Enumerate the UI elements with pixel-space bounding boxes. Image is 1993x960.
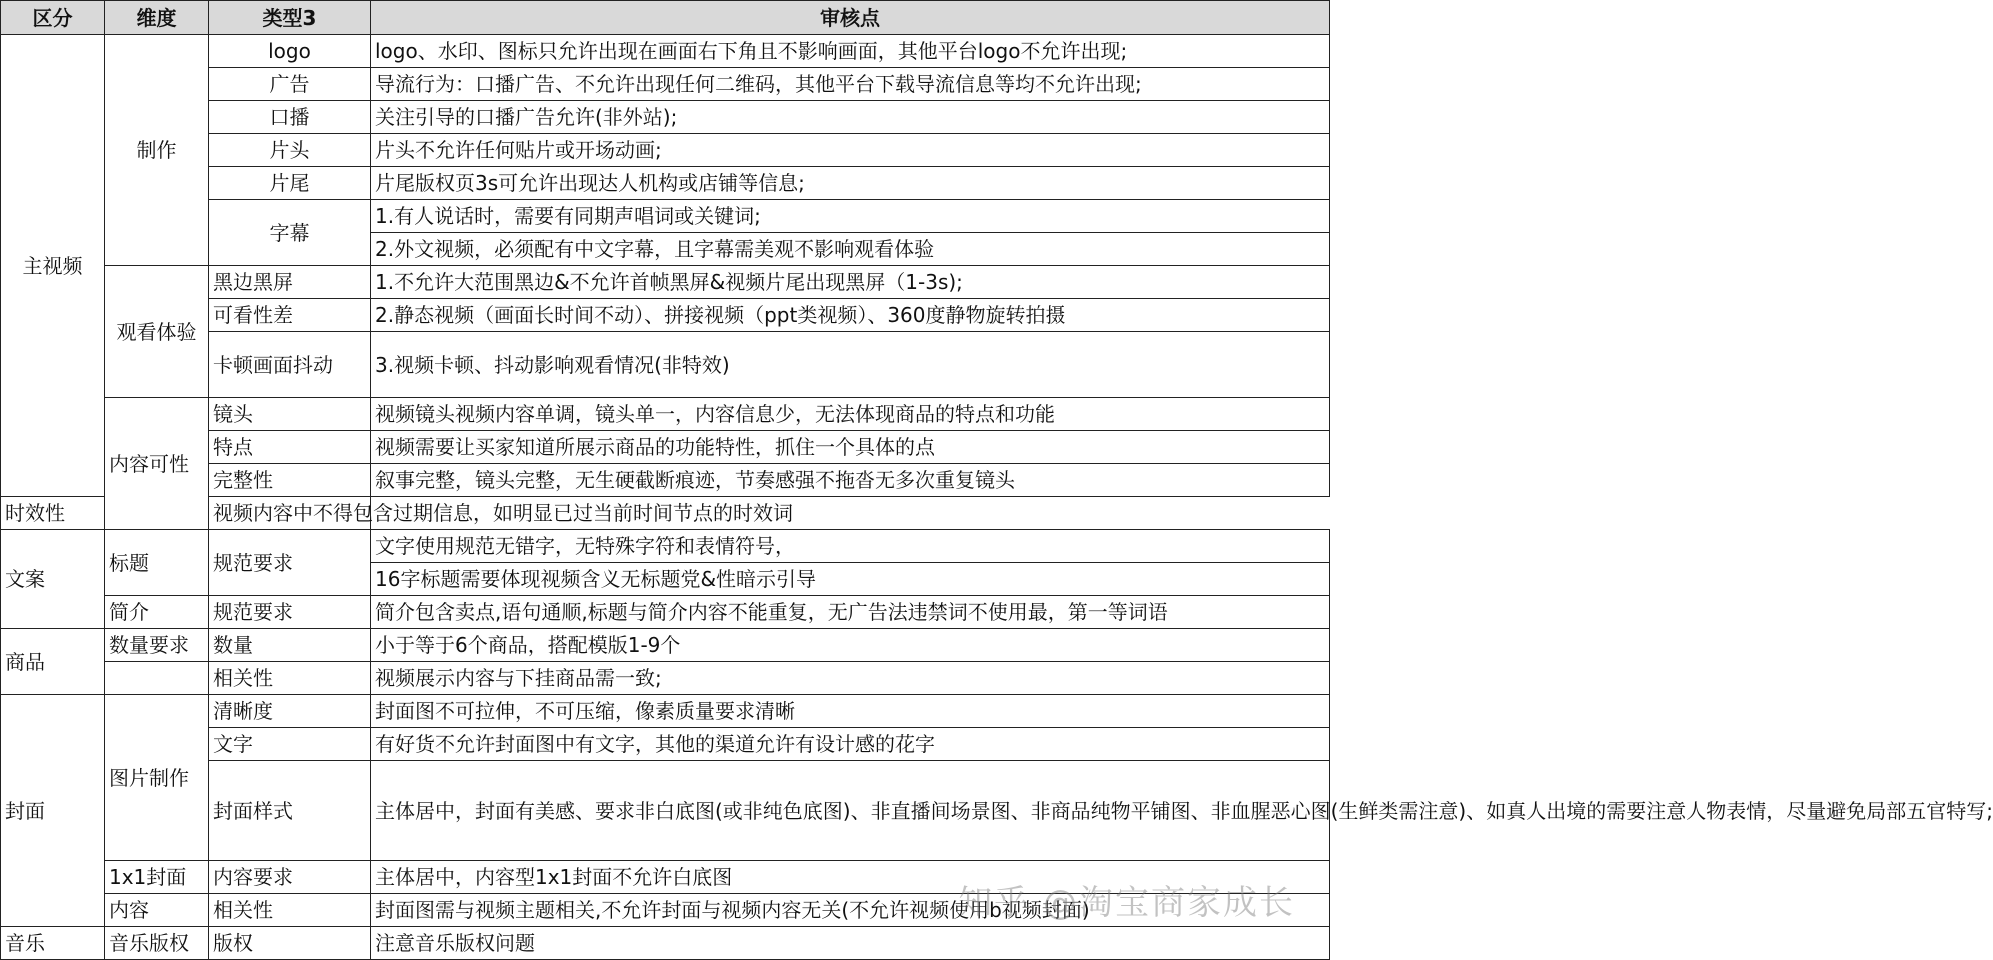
type-cell: 完整性: [209, 464, 371, 497]
type-cell: 黑边黑屏: [209, 266, 371, 299]
audit-point-cell: 视频镜头视频内容单调，镜头单一，内容信息少，无法体现商品的特点和功能: [371, 398, 1330, 431]
audit-point-cell: 片尾版权页3s可允许出现达人机构或店铺等信息;: [371, 167, 1330, 200]
audit-point-cell: 注意音乐版权问题: [371, 927, 1330, 960]
audit-point-cell: 视频需要让买家知道所展示商品的功能特性，抓住一个具体的点: [371, 431, 1330, 464]
dimension-intro: 简介: [105, 596, 209, 629]
dimension-content: 内容: [105, 894, 209, 927]
table-row: [1, 927, 1330, 960]
type-cell: 封面样式: [209, 761, 371, 861]
audit-point-cell: 关注引导的口播广告允许(非外站);: [371, 101, 1330, 134]
type-cell: 版权: [209, 927, 371, 960]
type-cell: 镜头: [209, 398, 371, 431]
table-row: [1, 398, 1330, 431]
dimension-production: 制作: [105, 35, 209, 266]
category-cover: 封面: [1, 695, 105, 927]
audit-point-cell: 主体居中，内容型1x1封面不允许白底图: [371, 861, 1330, 894]
type-cell: 可看性差: [209, 299, 371, 332]
type-cell: 片尾: [209, 167, 371, 200]
audit-point-cell: logo、水印、图标只允许出现在画面右下角且不影响画面，其他平台logo不允许出现;: [371, 35, 1330, 68]
dimension-music-copyright: 音乐版权: [105, 927, 209, 960]
type-cell: 特点: [209, 431, 371, 464]
header-row: [1, 1, 1330, 35]
type-cell: 字幕: [209, 200, 371, 266]
dimension-1x1-cover: 1x1封面: [105, 861, 209, 894]
table-row: [1, 894, 1330, 927]
audit-point-cell: 叙事完整，镜头完整，无生硬截断痕迹，节奏感强不拖沓无多次重复镜头: [371, 464, 1330, 497]
audit-point-cell: 封面图不可拉伸，不可压缩，像素质量要求清晰: [371, 695, 1330, 728]
type-cell: 相关性: [209, 894, 371, 927]
header-type: 类型3: [209, 1, 371, 35]
audit-point-cell: 1.有人说话时，需要有同期声唱词或关键词;: [371, 200, 1330, 233]
type-cell: 片头: [209, 134, 371, 167]
type-cell: 广告: [209, 68, 371, 101]
table-row: [1, 596, 1330, 629]
type-cell: 卡顿画面抖动: [209, 332, 371, 398]
dimension-viewing-experience: 观看体验: [105, 266, 209, 398]
type-cell: 相关性: [209, 662, 371, 695]
table-row: [1, 861, 1330, 894]
type-cell: 文字: [209, 728, 371, 761]
audit-point-cell: 主体居中，封面有美感、要求非白底图(或非纯色底图)、非直播间场景图、非商品纯物平铺图、非血腥恶心图(生鲜类需注意)、如真人出境的需要注意人物表情，尽量避免局部五官特写;: [371, 761, 1330, 861]
header-audit-point: 审核点: [371, 1, 1330, 35]
type-cell: 数量: [209, 629, 371, 662]
category-music: 音乐: [1, 927, 105, 960]
audit-point-cell: 16字标题需要体现视频含义无标题党&性暗示引导: [371, 563, 1330, 596]
audit-point-cell: 小于等于6个商品，搭配模版1-9个: [371, 629, 1330, 662]
audit-point-cell: 片头不允许任何贴片或开场动画;: [371, 134, 1330, 167]
type-cell: 内容要求: [209, 861, 371, 894]
audit-point-cell: 文字使用规范无错字，无特殊字符和表情符号，: [371, 530, 1330, 563]
dimension-image-production: 图片制作: [105, 695, 209, 861]
table-row: [1, 530, 1330, 563]
audit-point-cell: 3.视频卡顿、抖动影响观看情况(非特效): [371, 332, 1330, 398]
category-products: 商品: [1, 629, 105, 695]
dimension-quantity: 数量要求: [105, 629, 209, 662]
type-cell: 时效性: [1, 497, 105, 530]
table-row: [1, 695, 1330, 728]
type-cell: logo: [209, 35, 371, 68]
table-row: [1, 266, 1330, 299]
header-category: 区分: [1, 1, 105, 35]
type-cell: 口播: [209, 101, 371, 134]
audit-point-cell: 导流行为：口播广告、不允许出现任何二维码，其他平台下载导流信息等均不允许出现;: [371, 68, 1330, 101]
category-main-video: 主视频: [1, 35, 105, 497]
type-cell: 清晰度: [209, 695, 371, 728]
audit-point-cell: 有好货不允许封面图中有文字，其他的渠道允许有设计感的花字: [371, 728, 1330, 761]
audit-point-cell: 2.静态视频（画面长时间不动）、拼接视频（ppt类视频）、360度静物旋转拍摄: [371, 299, 1330, 332]
table-row: [1, 35, 1330, 68]
type-cell: 规范要求: [209, 530, 371, 596]
audit-point-cell: 2.外文视频，必须配有中文字幕，且字幕需美观不影响观看体验: [371, 233, 1330, 266]
dimension-empty: [105, 662, 209, 695]
audit-point-cell: 1.不允许大范围黑边&不允许首帧黑屏&视频片尾出现黑屏（1-3s);: [371, 266, 1330, 299]
header-dimension: 维度: [105, 1, 209, 35]
audit-point-cell: 简介包含卖点,语句通顺,标题与简介内容不能重复，无广告法违禁词不使用最，第一等词语: [371, 596, 1330, 629]
watermark-text: 知乎 @淘宝商家成长: [958, 883, 1295, 923]
dimension-title: 标题: [105, 530, 209, 596]
category-copywriting: 文案: [1, 530, 105, 629]
table-row: [1, 629, 1330, 662]
type-cell: 规范要求: [209, 596, 371, 629]
dimension-content-quality: 内容可性: [105, 398, 209, 530]
audit-point-cell: 视频内容中不得包含过期信息，如明显已过当前时间节点的时效词: [209, 497, 371, 530]
table-row: [1, 662, 1330, 695]
audit-point-cell: 封面图需与视频主题相关,不允许封面与视频内容无关(不允许视频使用b视频封面): [371, 894, 1330, 927]
audit-point-cell: 视频展示内容与下挂商品需一致;: [371, 662, 1330, 695]
